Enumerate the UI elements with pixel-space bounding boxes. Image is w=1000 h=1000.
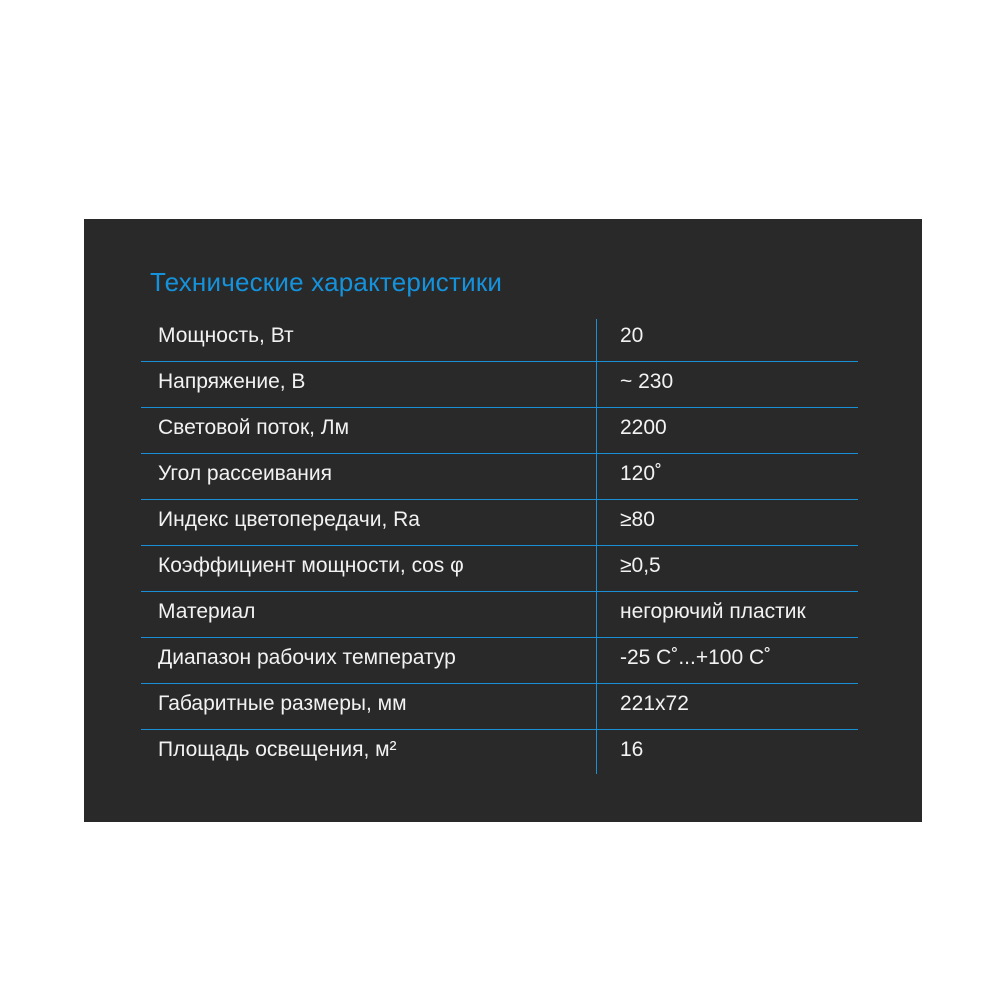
- spec-param-label: Мощность, Вт: [158, 324, 294, 347]
- spec-row-power: [141, 316, 858, 362]
- spec-param-label: Угол рассеивания: [158, 462, 332, 485]
- spec-param-label: Световой поток, Лм: [158, 416, 350, 439]
- spec-value: -25 С˚...+100 С˚: [620, 646, 772, 669]
- spec-param-label: Площадь освещения, м²: [158, 738, 397, 761]
- spec-row-luminous-flux: [141, 408, 858, 454]
- spec-row-material: [141, 592, 858, 638]
- spec-row-power-factor: [141, 546, 858, 592]
- spec-row-color-rendering: [141, 500, 858, 546]
- spec-param-label: Коэффициент мощности, cos φ: [158, 554, 464, 577]
- spec-param-label: Индекс цветопередачи, Ra: [158, 508, 420, 531]
- spec-param-label: Габаритные размеры, мм: [158, 692, 407, 715]
- specifications-panel: [84, 219, 922, 822]
- spec-param-label: Диапазон рабочих температур: [158, 646, 456, 669]
- spec-value: 20: [620, 324, 644, 347]
- spec-row-voltage: [141, 362, 858, 408]
- spec-value: ≥80: [620, 508, 655, 531]
- specifications-table: [141, 316, 858, 776]
- spec-value: 16: [620, 738, 644, 761]
- spec-row-illumination-area: [141, 730, 858, 776]
- spec-value: 2200: [620, 416, 667, 439]
- spec-param-label: Материал: [158, 600, 256, 623]
- spec-value: 221x72: [620, 692, 689, 715]
- spec-row-beam-angle: [141, 454, 858, 500]
- spec-value: 120˚: [620, 462, 663, 485]
- specifications-title: Технические характеристики: [150, 267, 503, 297]
- spec-row-temperature-range: [141, 638, 858, 684]
- spec-value: негорючий пластик: [620, 600, 806, 623]
- spec-param-label: Напряжение, В: [158, 370, 306, 393]
- spec-value: ≥0,5: [620, 554, 661, 577]
- spec-value: ~ 230: [620, 370, 674, 393]
- spec-row-dimensions: [141, 684, 858, 730]
